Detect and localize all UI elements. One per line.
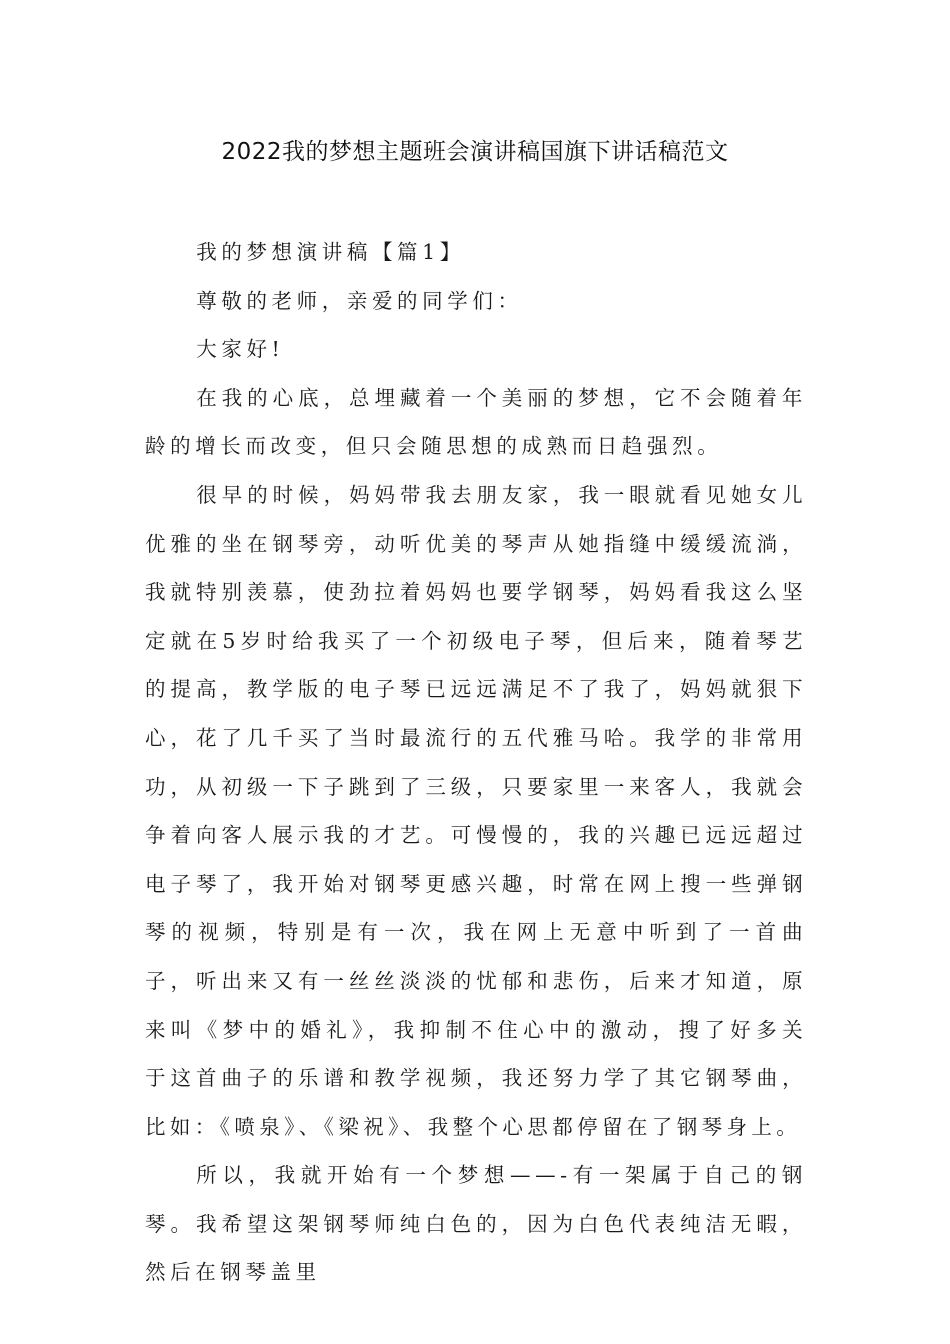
paragraph-intro: 在我的心底，总埋藏着一个美丽的梦想，它不会随着年龄的增长而改变，但只会随思想的成熟而日趋强烈。 [145,385,807,459]
paragraph-story: 很早的时候，妈妈带我去朋友家，我一眼就看见她女儿优雅的坐在钢琴旁，动听优美的琴声从她指缝中缓缓流淌，我就特别羡慕，使劲拉着妈妈也要学钢琴，妈妈看我这么坚定就在5岁时给我买了一个初级电子琴，但后来，随着琴艺的提高，教学版的电子琴已远远满足不了我了，妈妈就狠下心，花了几千买了当时最流行的五代雅马哈。我学的非常用功，从初级一下子跳到了三级，只要家里一来客人，我就会争着向客人展示我的才艺。可慢慢的，我的兴趣已远远超过电子琴了，我开始对钢琴更感兴趣，时常在网上搜一些弹钢琴的视频，特别是有一次，我在网上无意中听到了一首曲子，听出来又有一丝丝淡淡的忧郁和悲伤，后来才知道，原来叫《梦中的婚礼》，我抑制不住心中的激动，搜了好多关于这首曲子的乐谱和教学视频，我还努力学了其它钢琴曲，比如：《喷泉》、《梁祝》、我整个心思都停留在了钢琴身上。 [145,482,807,1139]
paragraph-heading: 我的梦想演讲稿【篇1】 [196,240,465,264]
paragraph-greeting: 大家好! [196,337,285,362]
document-title: 2022我的梦想主题班会演讲稿国旗下讲话稿范文 [221,139,729,165]
paragraph-dream: 所以，我就开始有一个梦想——-有一架属于自己的钢琴。我希望这架钢琴师纯白色的，因为白色代表纯洁无暇，然后在钢琴盖里 [145,1163,807,1285]
paragraph-salutation: 尊敬的老师，亲爱的同学们： [196,288,523,313]
document-body [145,228,807,1297]
